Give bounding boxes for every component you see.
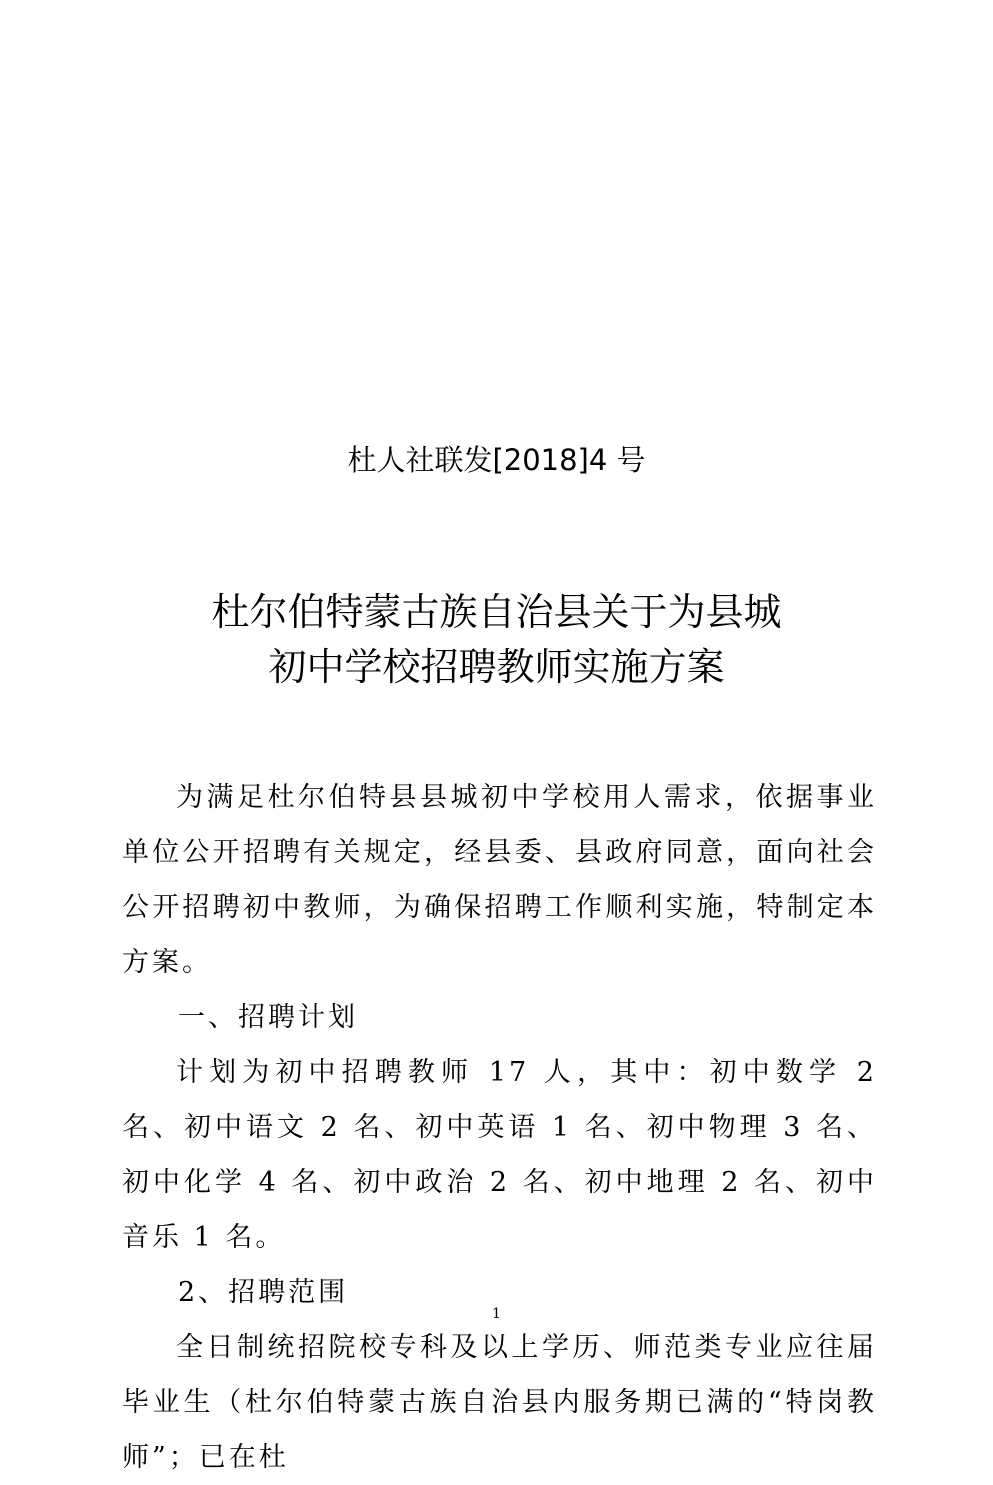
- title-line-2: 初中学校招聘教师实施方案: [268, 645, 725, 689]
- section-heading-recruitment-scope: 2、招聘范围: [178, 1277, 349, 1308]
- title-line-1: 杜尔伯特蒙古族自治县关于为县城: [211, 590, 782, 634]
- recruitment-scope-paragraph: 全日制统招院校专科及以上学历、师范类专业应往届毕业生（杜尔伯特蒙古族自治县内服务期已满的“特岗教师”；已在杜: [122, 1332, 877, 1473]
- document-body: [122, 770, 877, 1485]
- document-number: 杜人社联发[2018]4 号: [347, 443, 646, 477]
- intro-paragraph: 为满足杜尔伯特县县城初中学校用人需求，依据事业单位公开招聘有关规定，经县委、县政府同意，面向社会公开招聘初中教师，为确保招聘工作顺利实施，特制定本方案。: [122, 782, 877, 978]
- page-number: 1: [492, 1306, 501, 1322]
- document-title: [0, 585, 993, 695]
- section-heading-recruitment-plan: 一、招聘计划: [178, 1002, 358, 1033]
- recruitment-plan-paragraph: 计划为初中招聘教师 17 人，其中：初中数学 2 名、初中语文 2 名、初中英语 1 名、初中物理 3 名、初中化学 4 名、初中政治 2 名、初中地理 2 名、初中音乐 1 名。: [122, 1057, 877, 1253]
